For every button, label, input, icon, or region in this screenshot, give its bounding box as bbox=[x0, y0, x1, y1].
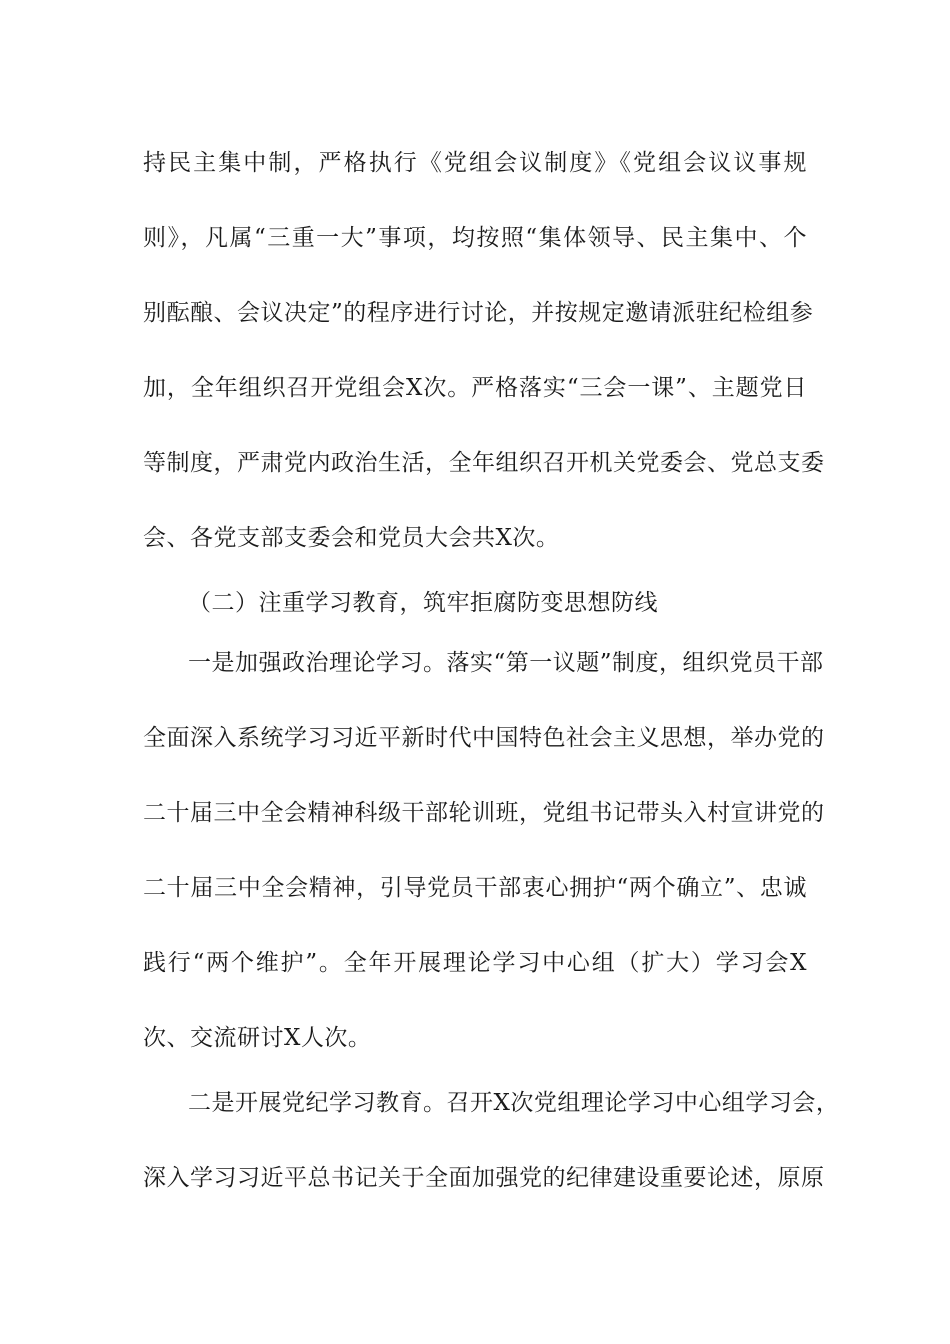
paragraph-line: 会、各党支部支委会和党员大会共X次。 bbox=[143, 525, 560, 551]
paragraph-line: 加，全年组织召开党组会X次。严格落实“三会一课”、主题党日 bbox=[143, 375, 807, 401]
paragraph-line: 持民主集中制，严格执行《党组会议制度》《党组会议议事规 bbox=[143, 150, 807, 176]
paragraph-line: 等制度，严肃党内政治生活，全年组织召开机关党委会、党总支委 bbox=[143, 450, 825, 476]
paragraph-line: 二十届三中全会精神，引导党员干部衷心拥护“两个确立”、忠诚 bbox=[143, 875, 807, 901]
paragraph-line: 别酝酿、会议决定”的程序进行讨论，并按规定邀请派驻纪检组参 bbox=[143, 300, 814, 326]
paragraph-line: 二是开展党纪学习教育。召开X次党组理论学习中心组学习会， bbox=[188, 1090, 840, 1116]
paragraph-line: 一是加强政治理论学习。落实“第一议题”制度，组织党员干部 bbox=[188, 650, 824, 676]
section-heading: （二）注重学习教育，筑牢拒腐防变思想防线 bbox=[188, 590, 658, 616]
paragraph-line: 全面深入系统学习习近平新时代中国特色社会主义思想，举办党的 bbox=[143, 725, 825, 751]
paragraph-line: 践行“两个维护”。全年开展理论学习中心组（扩大）学习会X bbox=[143, 950, 807, 976]
paragraph-line: 次、交流研讨X人次。 bbox=[143, 1025, 372, 1051]
paragraph-line: 二十届三中全会精神科级干部轮训班，党组书记带头入村宣讲党的 bbox=[143, 800, 825, 826]
paragraph-line: 则》，凡属“三重一大”事项，均按照“集体领导、民主集中、个 bbox=[143, 225, 807, 251]
paragraph-line: 深入学习习近平总书记关于全面加强党的纪律建设重要论述，原原 bbox=[143, 1165, 825, 1191]
